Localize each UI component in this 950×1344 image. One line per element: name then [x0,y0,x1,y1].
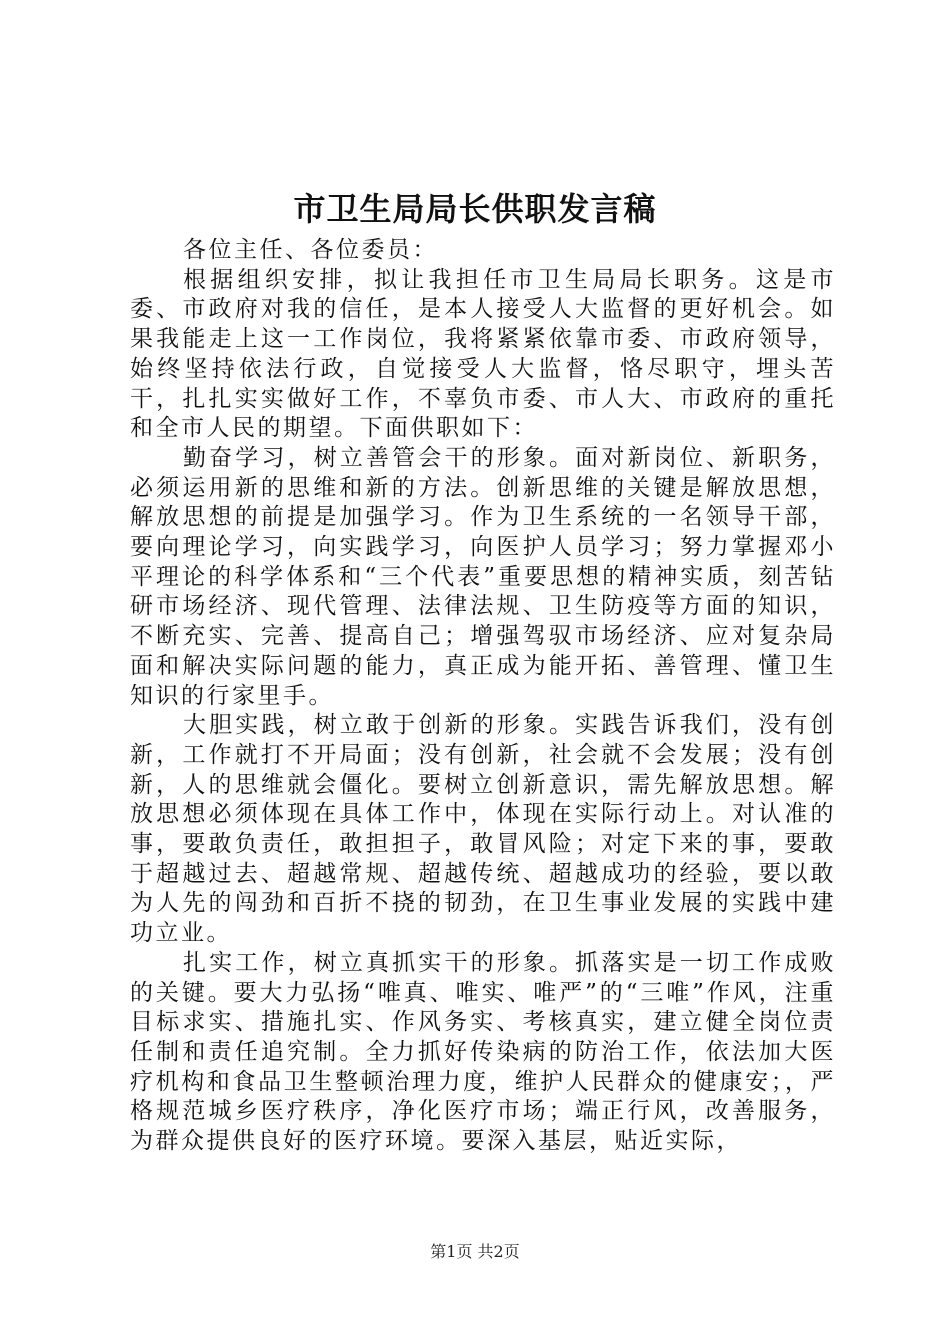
document-title: 市卫生局局长供职发言稿 [293,190,657,228]
document-body [130,236,836,1157]
salutation-paragraph: 各位主任、各位委员： [183,237,438,263]
page-number-footer: 第1页 共2页 [430,1242,520,1261]
body-paragraph-study: 勤奋学习，树立善管会干的形象。面对新岗位、新职务，必须运用新的思维和新的方法。创新思维的关键是解放思想，解放思想的前提是加强学习。作为卫生系统的一名领导干部，要向理论学习，向实践学习，向医护人员学习；努力掌握邓小平理论的科学体系和“三个代表”重要思想的精神实质，刻苦钻研市场经济、现代管理、法律法规、卫生防疫等方面的知识，不断充实、完善、提高自己；增强驾驭市场经济、应对复杂局面和解决实际问题的能力，真正成为能开拓、善管理、懂卫生知识的行家里手。 [130,444,836,709]
body-paragraph-practice: 大胆实践，树立敢于创新的形象。实践告诉我们，没有创新，工作就打不开局面；没有创新，社会就不会发展；没有创新，人的思维就会僵化。要树立创新意识，需先解放思想。解放思想必须体现在具体工作中，体现在实际行动上。对认准的事，要敢负责任，敢担担子，敢冒风险；对定下来的事，要敢于超越过去、超越常规、超越传统、超越成功的经验，要以敢为人先的闯劲和百折不挠的韧劲，在卫生事业发展的实践中建功立业。 [130,712,836,947]
body-paragraph-work: 扎实工作，树立真抓实干的形象。抓落实是一切工作成败的关键。要大力弘扬“唯真、唯实、唯严”的“三唯”作风，注重目标求实、措施扎实、作风务实、考核真实，建立健全岗位责任制和责任追究制。全力抓好传染病的防治工作，依法加大医疗机构和食品卫生整顿治理力度，维护人民群众的健康安；，严格规范城乡医疗秩序，净化医疗市场；端正行风，改善服务，为群众提供良好的医疗环境。要深入基层，贴近实际， [130,949,836,1155]
body-paragraph-intro: 根据组织安排，拟让我担任市卫生局局长职务。这是市委、市政府对我的信任，是本人接受人大监督的更好机会。如果我能走上这一工作岗位，我将紧紧依靠市委、市政府领导，始终坚持依法行政，自觉接受人大监督，恪尽职守，埋头苦干，扎扎实实做好工作，不辜负市委、市人大、市政府的重托和全市人民的期望。下面供职如下： [130,266,836,442]
